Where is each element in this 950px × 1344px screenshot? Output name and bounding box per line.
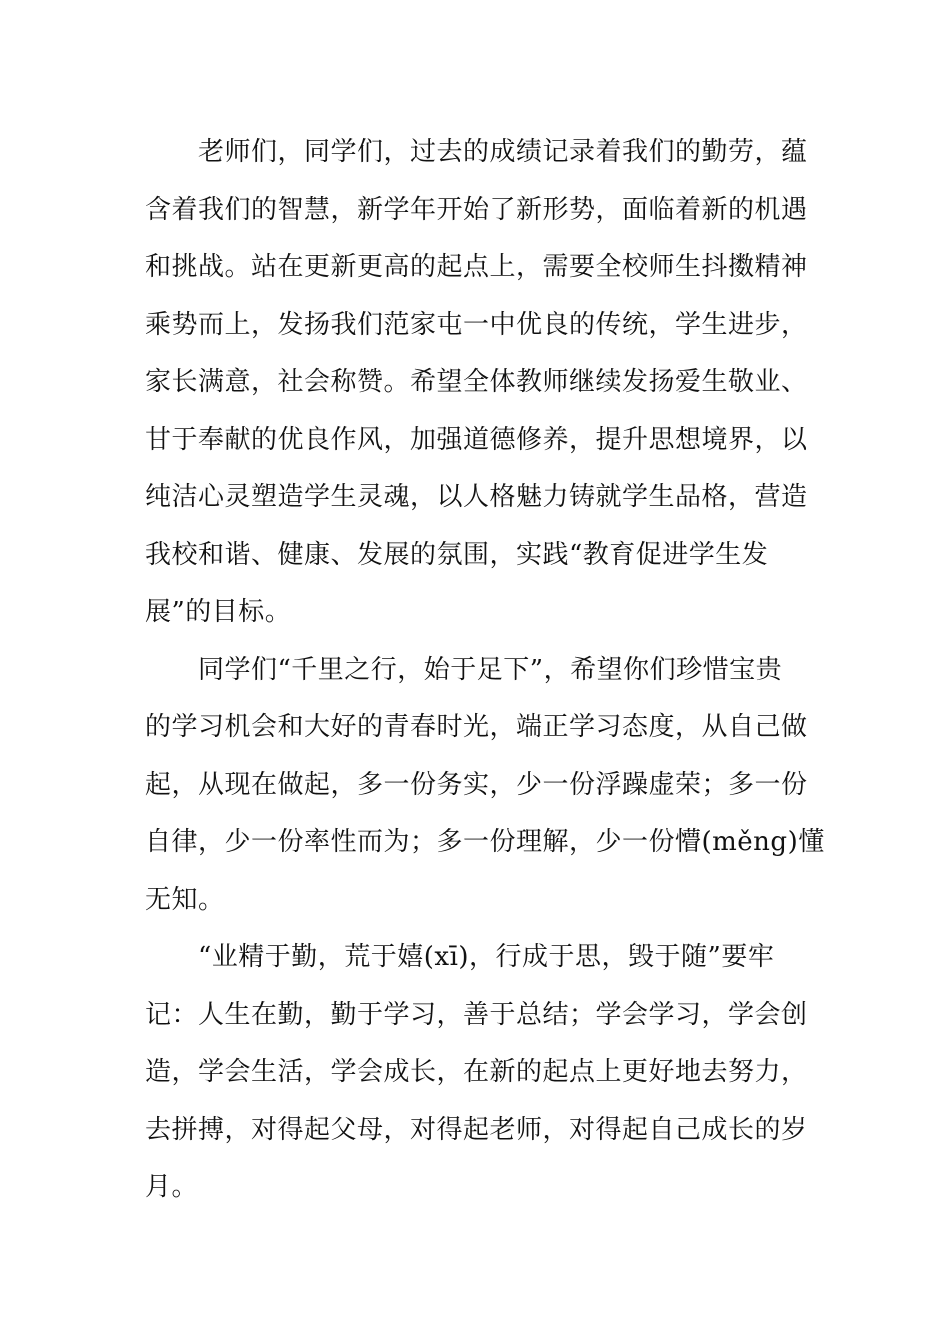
text-line: 展”的目标。 xyxy=(145,597,292,627)
text-line: 和挑战。站在更新更高的起点上，需要全校师生抖擞精神 xyxy=(145,252,808,282)
paragraph-1 xyxy=(145,124,810,642)
text-line: 月。 xyxy=(145,1172,199,1202)
text-line: 起，从现在做起，多一份务实，少一份浮躁虚荣；多一份 xyxy=(145,769,808,800)
text-line: 乘势而上，发扬我们范家屯一中优良的传统，学生进步， xyxy=(145,309,808,340)
text-line: 记：人生在勤，勤于学习，善于总结；学会学习，学会创 xyxy=(145,999,808,1030)
paragraph-2 xyxy=(145,642,825,930)
text-line: 造，学会生活，学会成长，在新的起点上更好地去努力， xyxy=(145,1057,808,1087)
text-line: 甘于奉献的优良作风，加强道德修养，提升思想境界，以 xyxy=(145,424,808,455)
text-line: 无知。 xyxy=(145,884,225,915)
paragraph-3 xyxy=(145,929,810,1217)
text-line: 老师们，同学们，过去的成绩记录着我们的勤劳，蕴 xyxy=(198,137,808,167)
text-line: 同学们“千里之行，始于足下”，希望你们珍惜宝贵 xyxy=(198,654,783,685)
text-line: 去拼搏，对得起父母，对得起老师，对得起自己成长的岁 xyxy=(145,1114,808,1145)
text-line: “业精于勤，荒于嬉(xī)，行成于思，毁于随”要牢 xyxy=(198,942,775,972)
text-line: 纯洁心灵塑造学生灵魂，以人格魅力铸就学生品格，营造 xyxy=(145,482,808,512)
document-body xyxy=(145,124,825,1217)
text-line: 我校和谐、健康、发展的氛围，实践“教育促进学生发 xyxy=(145,539,769,570)
text-line: 含着我们的智慧，新学年开始了新形势，面临着新的机遇 xyxy=(145,194,808,225)
text-line: 自律，少一份率性而为；多一份理解，少一份懵(měng)懂 xyxy=(145,827,825,857)
text-line: 家长满意，社会称赞。希望全体教师继续发扬爱生敬业、 xyxy=(145,367,808,397)
text-line: 的学习机会和大好的青春时光，端正学习态度，从自己做 xyxy=(145,712,808,742)
